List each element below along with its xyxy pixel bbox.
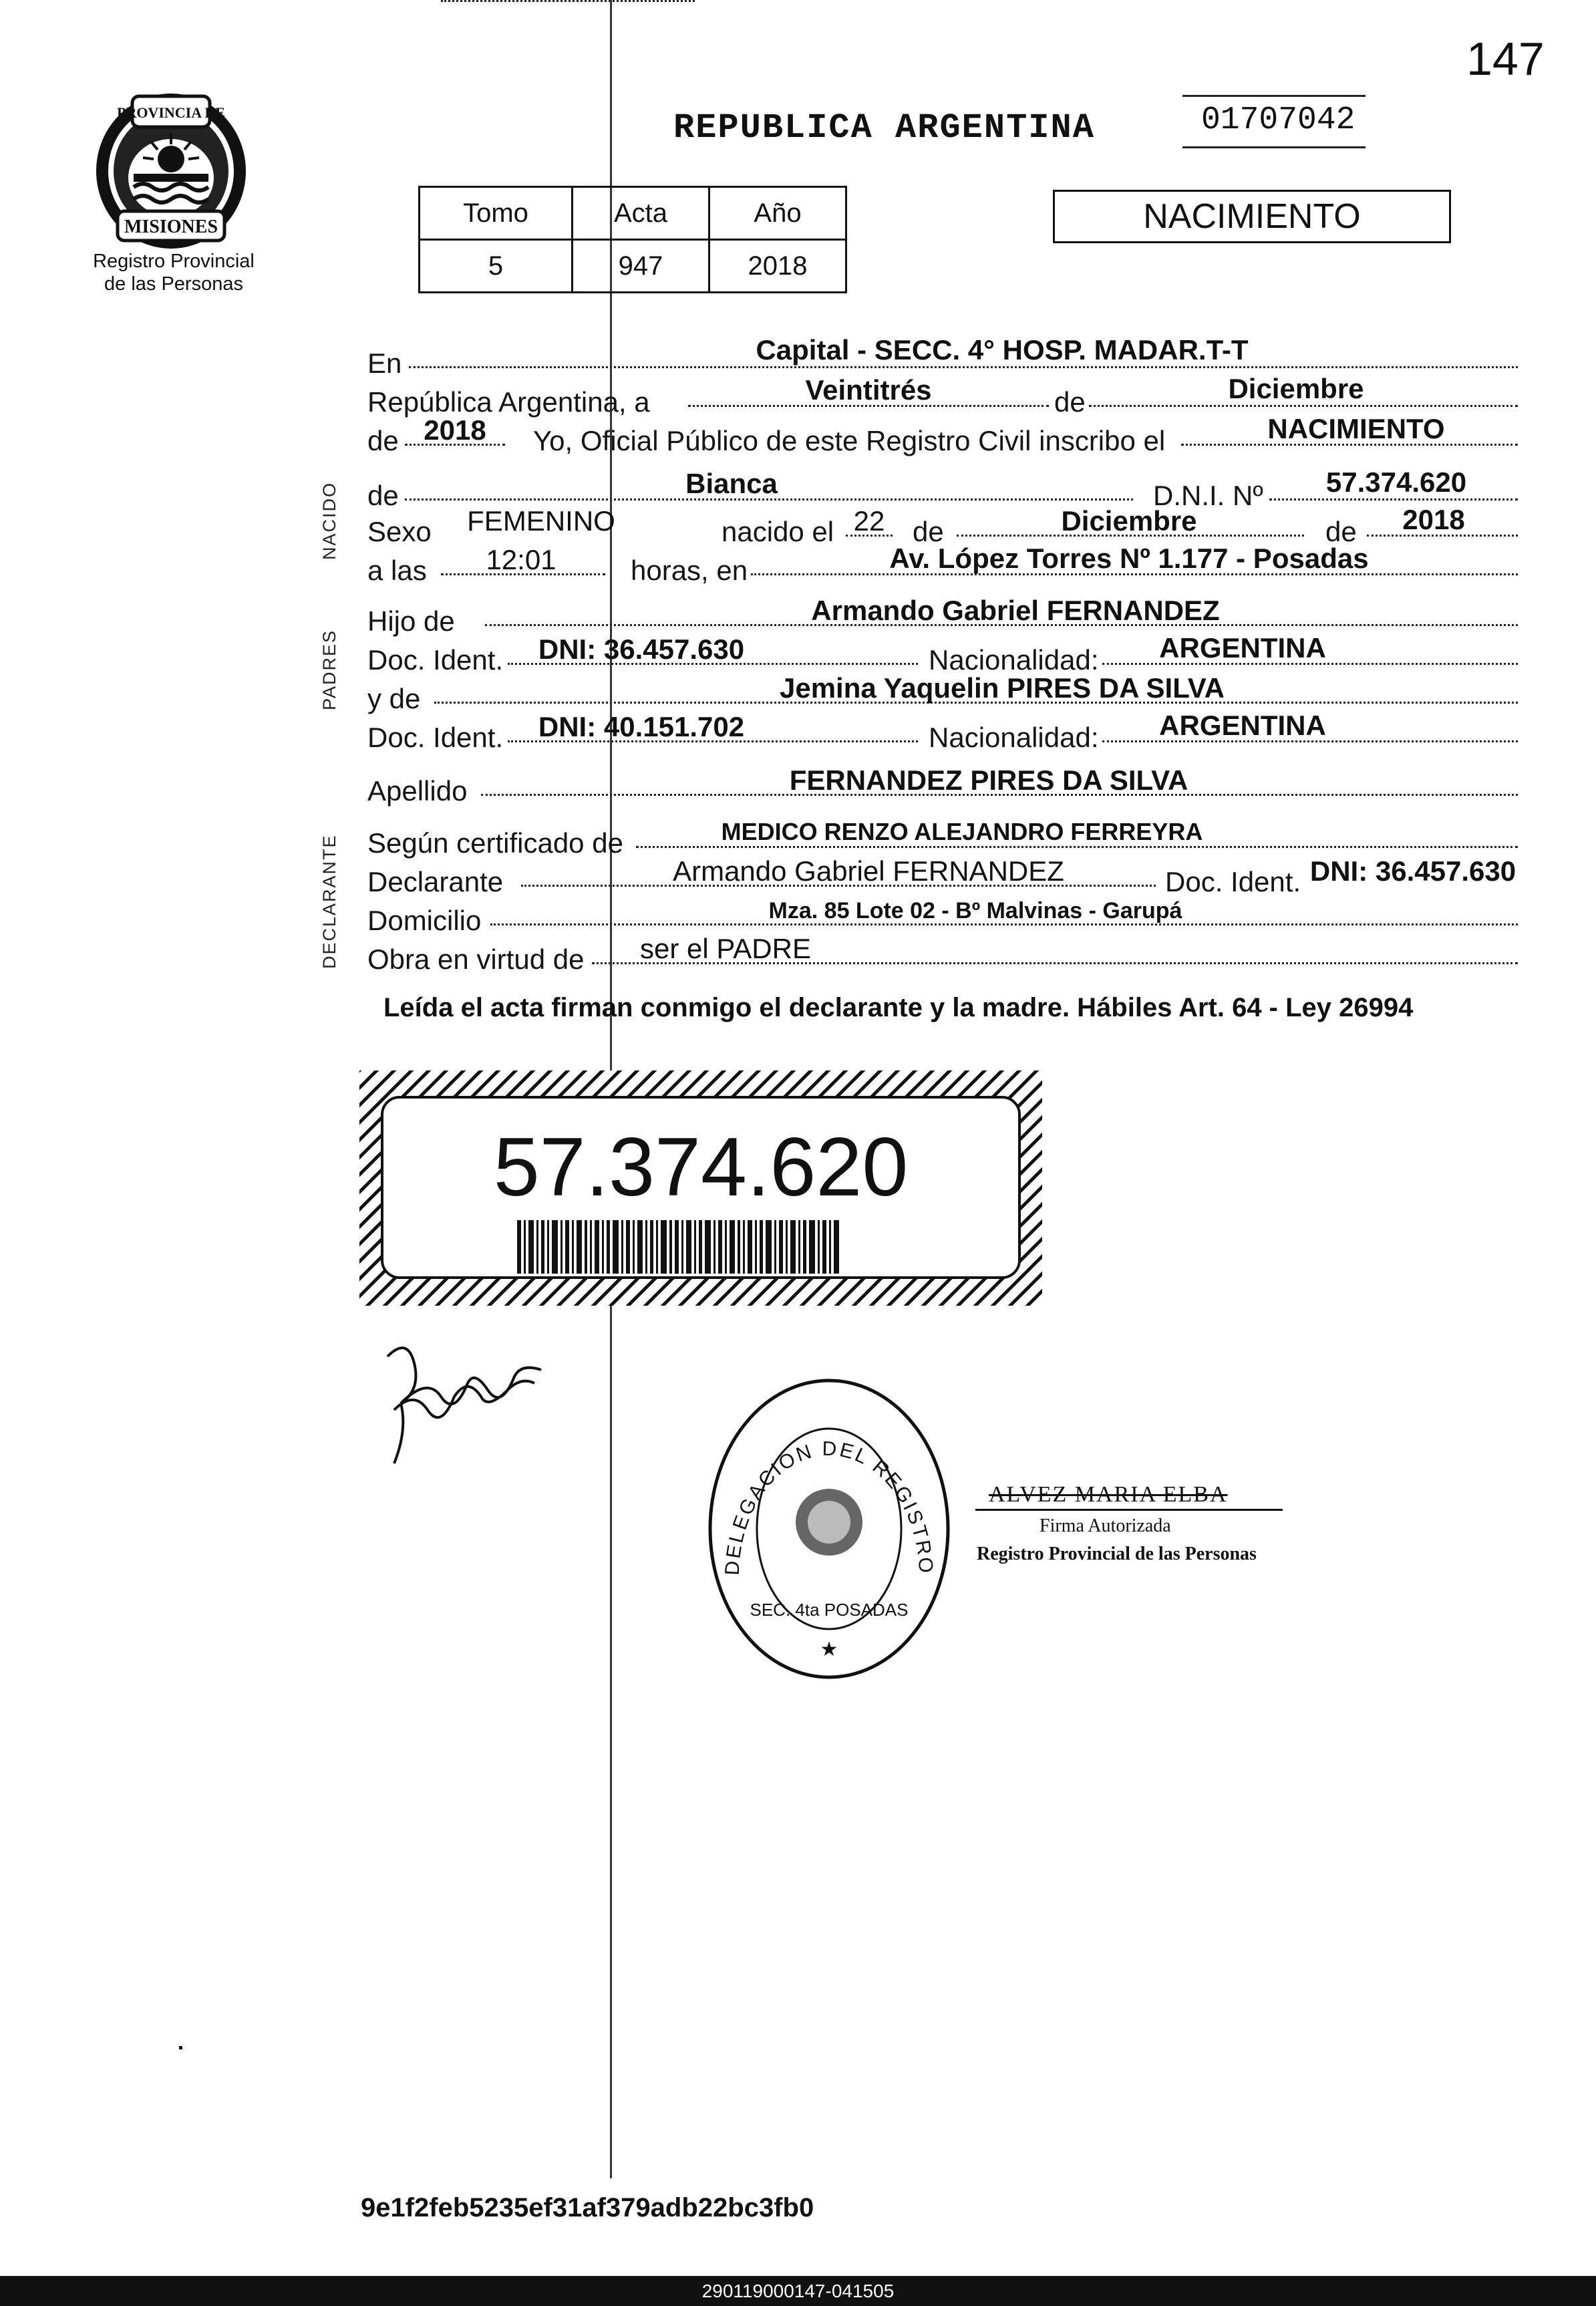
province-emblem-logo (86, 86, 257, 250)
value-dia-nacimiento: 22 (853, 505, 885, 537)
closing-note: Leída el acta firman conmigo el declarante y la madre. Hábiles Art. 64 - Ley 26994 (383, 993, 1414, 1022)
label-apellido: Apellido (367, 775, 468, 807)
dots-dni (1269, 498, 1518, 500)
table-header-anio: Año (709, 187, 846, 240)
label-horas-en: horas, en (631, 555, 748, 586)
label-yo-oficial: Yo, Oficial Público de este Registro Civil inscribo el (533, 425, 1166, 456)
label-dni-no: D.N.I. Nº (1153, 480, 1263, 511)
label-obra-en-virtud: Obra en virtud de (367, 944, 585, 975)
value-declarante: Armando Gabriel FERNANDEZ (673, 855, 1064, 887)
label-en: En (367, 347, 402, 379)
label-doc-ident-padre: Doc. Ident. (367, 644, 504, 676)
side-label-nacido: NACIDO (319, 481, 339, 560)
value-padre-nacionalidad: ARGENTINA (1159, 632, 1326, 664)
label-de-nombre: de (367, 480, 399, 511)
label-a-las: a las (367, 555, 427, 586)
signatory-role: Firma Autorizada (1040, 1516, 1171, 1536)
value-anio-inscripcion: 2018 (424, 414, 486, 446)
value-tipo-acta: NACIMIENTO (1267, 413, 1445, 444)
footer-bar (0, 2276, 1596, 2306)
seal-star-icon: ★ (820, 1638, 838, 1661)
label-de: de (1054, 386, 1086, 418)
scan-speck (179, 2046, 182, 2049)
value-apellido: FERNANDEZ PIRES DA SILVA (789, 764, 1188, 796)
value-dni: 57.374.620 (1325, 466, 1467, 498)
dots-mes-insc (1089, 405, 1518, 407)
signatory-name: ALVEZ MARIA ELBA (989, 1482, 1228, 1507)
side-label-declarante: DECLARANTE (319, 834, 339, 969)
label-doc-ident-madre: Doc. Ident. (367, 722, 504, 753)
value-anio-nacimiento: 2018 (1402, 504, 1465, 535)
label-de-mes: de (913, 516, 944, 547)
emblem-top-text: PROVINCIA DE (117, 104, 225, 121)
table-header-tomo: Tomo (420, 187, 573, 240)
label-de-anio: de (1325, 516, 1357, 547)
label-domicilio: Domicilio (367, 905, 482, 936)
label-de2: de (367, 425, 399, 456)
value-nombre: Bianca (685, 468, 778, 499)
document-type-box (1053, 190, 1451, 243)
side-label-padres: PADRES (319, 629, 339, 710)
value-obra-en-virtud: ser el PADRE (640, 933, 811, 964)
label-doc-ident-declarante: Doc. Ident. (1165, 866, 1301, 897)
value-hora: 12:01 (486, 544, 556, 575)
country-title: REPUBLICA ARGENTINA (673, 108, 1095, 148)
value-lugar: Capital - SECC. 4° HOSP. MADAR.T-T (756, 334, 1249, 366)
dni-box-number: 57.374.620 (493, 1121, 909, 1213)
emblem-icon (86, 86, 257, 250)
value-padre-dni: DNI: 36.457.630 (538, 633, 745, 665)
record-table (418, 186, 847, 293)
dots-certificado (636, 846, 1518, 848)
signatory-office: Registro Provincial de las Personas (977, 1544, 1257, 1564)
table-value-anio: 2018 (709, 240, 846, 293)
label-y-de: y de (367, 683, 421, 714)
seal-inner-text: SEC. 4ta POSADAS (750, 1600, 909, 1620)
seal-icon (705, 1375, 953, 1683)
seal-ring-text: DELEGACION DEL REGISTRO (721, 1437, 937, 1576)
document-hash: 9e1f2feb5235ef31af379adb22bc3fb0 (361, 2193, 814, 2222)
serial-number-text: 01707042 (1201, 102, 1355, 138)
value-madre-nacionalidad: ARGENTINA (1159, 710, 1326, 741)
value-mes-inscripcion: Diciembre (1228, 373, 1364, 404)
value-madre-dni: DNI: 40.151.702 (538, 711, 745, 742)
value-mes-nacimiento: Diciembre (1061, 505, 1197, 537)
label-republica: República Argentina, a (367, 386, 650, 418)
label-sexo: Sexo (367, 516, 432, 547)
official-seal (705, 1375, 953, 1683)
document-type: NACIMIENTO (1143, 197, 1361, 236)
barcode-icon (517, 1220, 844, 1274)
emblem-bottom-text: MISIONES (124, 217, 218, 237)
table-value-tomo: 5 (420, 240, 573, 293)
handwritten-signature (374, 1330, 601, 1477)
value-dia-inscripcion: Veintitrés (805, 374, 932, 406)
value-declarante-dni: DNI: 36.457.630 (1309, 855, 1517, 887)
value-lugar-nacimiento: Av. López Torres Nº 1.177 - Posadas (889, 543, 1369, 574)
label-nacionalidad-madre: Nacionalidad: (929, 722, 1099, 753)
label-declarante: Declarante (367, 866, 504, 897)
dni-number-box (359, 1070, 1042, 1306)
label-segun-certificado: Según certificado de (367, 827, 623, 859)
dots-en (409, 366, 1518, 368)
serial-number (1182, 95, 1366, 148)
signature-scribble-icon (374, 1330, 601, 1477)
label-nacionalidad-padre: Nacionalidad: (929, 644, 1099, 676)
table-header-acta: Acta (573, 187, 709, 240)
value-domicilio: Mza. 85 Lote 02 - Bº Malvinas - Garupá (768, 898, 1182, 923)
footer-code: 290119000147-041505 (701, 2281, 895, 2301)
table-value-acta: 947 (573, 240, 709, 293)
page-number: 147 (1466, 33, 1545, 85)
value-padre: Armando Gabriel FERNANDEZ (811, 595, 1220, 626)
dots-sexo (441, 0, 695, 2)
value-madre: Jemina Yaquelin PIRES DA SILVA (780, 672, 1225, 704)
value-sexo: FEMENINO (467, 505, 615, 537)
label-hijo-de: Hijo de (367, 605, 455, 637)
logo-caption-2: de las Personas (104, 273, 243, 295)
label-nacido-el: nacido el (722, 516, 834, 547)
signatory-line (975, 1509, 1283, 1511)
value-certificado: MEDICO RENZO ALEJANDRO FERREYRA (721, 818, 1203, 845)
logo-caption-1: Registro Provincial (93, 251, 255, 272)
